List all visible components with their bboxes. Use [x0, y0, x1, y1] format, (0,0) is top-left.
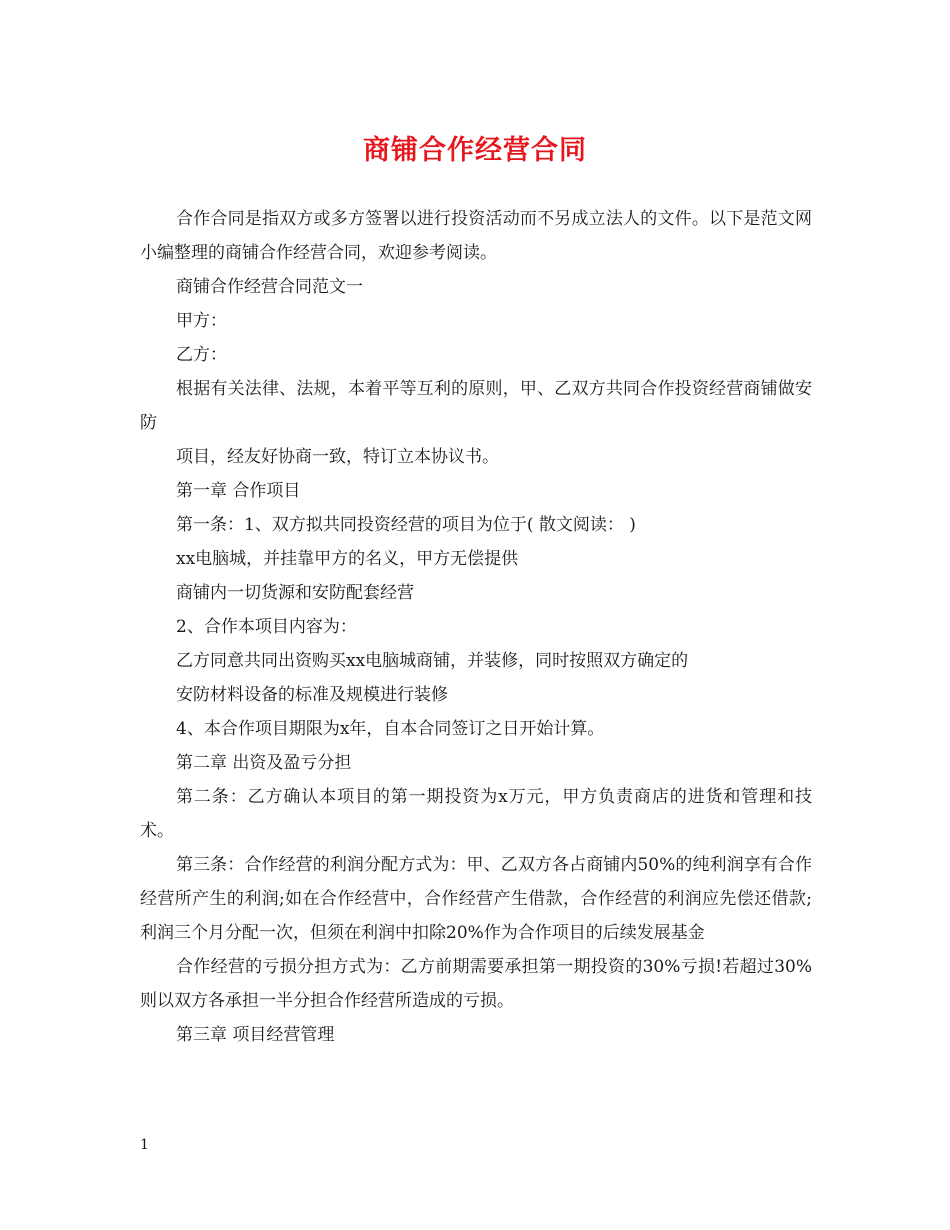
chapter-heading: 第二章 出资及盈亏分担 [176, 753, 352, 773]
chapter-heading: 第三章 项目经营管理 [176, 1025, 335, 1045]
paragraph: 项目，经友好协商一致，特订立本协议书。 [176, 447, 499, 467]
page-number: 1 [140, 1137, 149, 1153]
paragraph: xx电脑城，并挂靠甲方的名义，甲方无偿提供 [176, 549, 519, 569]
paragraph: 第一条：1、双方拟共同投资经营的项目为位于( 散文阅读： ) [176, 515, 636, 535]
paragraph: 第三条：合作经营的利润分配方式为：甲、乙双方各占商铺内50%的纯利润享有合作经营所产生的利润;如在合作经营中，合作经营产生借款，合作经营的利润应先偿还借款;利润三个月分配一次，但须在利润中扣除20%作为合作项目的后续发展基金 [140, 855, 812, 943]
chapter-heading: 第一章 合作项目 [176, 481, 301, 501]
document-body [140, 202, 812, 1052]
paragraph: 根据有关法律、法规，本着平等互利的原则，甲、乙双方共同合作投资经营商铺做安防 [140, 379, 812, 433]
paragraph: 甲方： [176, 311, 227, 331]
paragraph: 乙方同意共同出资购买xx电脑城商铺，并装修，同时按照双方确定的 [176, 651, 689, 671]
paragraph: 4、本合作项目期限为x年，自本合同签订之日开始计算。 [176, 719, 605, 739]
paragraph: 乙方： [176, 345, 227, 365]
paragraph: 商铺内一切货源和安防配套经营 [176, 583, 414, 603]
paragraph: 商铺合作经营合同范文一 [176, 277, 363, 297]
paragraph: 2、合作本项目内容为： [176, 617, 357, 637]
paragraph: 合作合同是指双方或多方签署以进行投资活动而不另成立法人的文件。以下是范文网小编整理的商铺合作经营合同，欢迎参考阅读。 [140, 209, 812, 263]
paragraph: 安防材料设备的标准及规模进行装修 [176, 685, 448, 705]
paragraph: 第二条：乙方确认本项目的第一期投资为x万元，甲方负责商店的进货和管理和技术。 [140, 787, 812, 841]
document-title: 商铺合作经营合同 [363, 135, 587, 166]
paragraph: 合作经营的亏损分担方式为：乙方前期需要承担第一期投资的30%亏损!若超过30%则以双方各承担一半分担合作经营所造成的亏损。 [140, 957, 812, 1011]
